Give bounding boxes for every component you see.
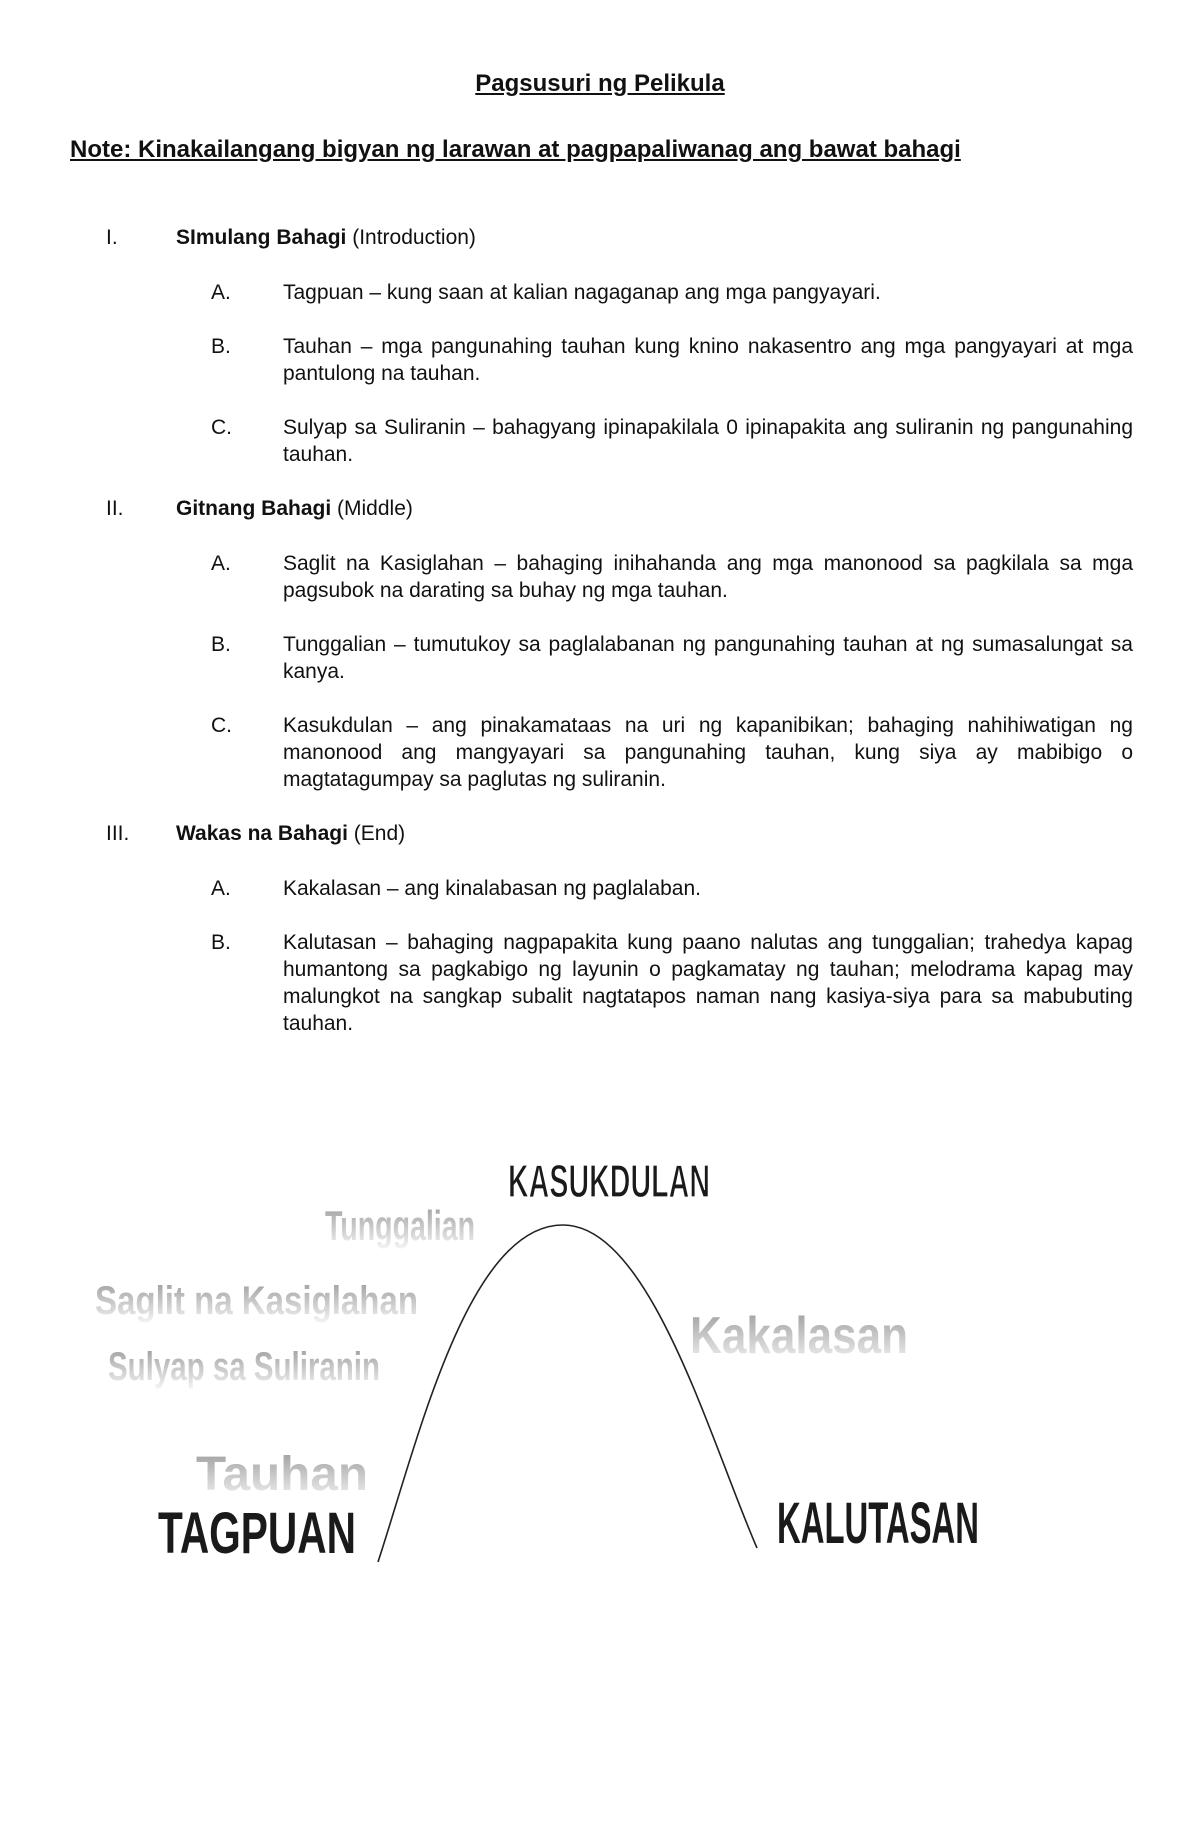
label-sulyap-sa-suliranin: Sulyap sa Suliranin (108, 1345, 380, 1389)
section-numeral: II. (106, 497, 124, 520)
section-subtitle: (Middle) (337, 497, 413, 520)
item-letter: B. (211, 931, 231, 954)
label-tagpuan: TAGPUAN (158, 1501, 356, 1566)
label-saglit-na-kasiglahan: Saglit na Kasiglahan (95, 1279, 418, 1323)
section-numeral: III. (106, 822, 130, 845)
item-text: Kasukdulan – ang pinakamataas na uri ng kapanibikan; bahaging nahihiwatigan ng manonood ang mangyayari sa pangunahing tauhan, kung siya ay mabibigo o magtatagumpay sa paglutas ng suliranin. (283, 714, 1133, 791)
item-text: Saglit na Kasiglahan – bahaging inihahanda ang mga manonood sa pagkilala sa mga pagsubok na darating sa buhay ng mga tauhan. (283, 552, 1133, 602)
item-letter: B. (211, 335, 231, 358)
item-text: Kakalasan – ang kinalabasan ng paglalaban. (283, 877, 702, 900)
section-title: Wakas na Bahagi (176, 822, 348, 845)
plot-arc (378, 1225, 757, 1562)
item-text: Sulyap sa Suliranin – bahagyang ipinapakilala 0 ipinapakita ang suliranin ng pangunahing tauhan. (283, 416, 1133, 466)
item-letter: A. (211, 877, 231, 900)
label-tauhan: Tauhan (196, 1448, 368, 1501)
label-kasukdulan: KASUKDULAN (508, 1155, 710, 1207)
item-letter: C. (211, 714, 232, 737)
document-title: Pagsusuri ng Pelikula (475, 70, 725, 97)
section-title: Gitnang Bahagi (176, 497, 332, 520)
item-letter: A. (211, 281, 231, 304)
item-letter: A. (211, 552, 231, 575)
label-kalutasan: KALUTASAN (777, 1491, 979, 1556)
section-title: SImulang Bahagi (176, 226, 347, 249)
item-text: Tunggalian – tumutukoy sa paglalabanan ng pangunahing tauhan at ng sumasalungat sa kanya. (283, 633, 1133, 683)
section-subtitle: (Introduction) (352, 226, 476, 249)
item-letter: B. (211, 633, 231, 656)
document-note: Note: Kinakailangang bigyan ng larawan at pagpapaliwanag ang bawat bahagi (70, 136, 961, 163)
item-text: Tauhan – mga pangunahing tauhan kung knino nakasentro ang mga pangyayari at mga pantulong na tauhan. (283, 335, 1133, 385)
label-kakalasan: Kakalasan (690, 1307, 908, 1365)
item-text: Kalutasan – bahaging nagpapakita kung paano nalutas ang tunggalian; trahedya kapag humantong sa pagkabigo ng layunin o pagkamatay ng tauhan; melodrama kapag may malungkot na sangkap subalit nagtatapos naman nang kasiya-siya para sa mabubuting tauhan. (283, 931, 1133, 1035)
section-subtitle: (End) (353, 822, 406, 845)
item-letter: C. (211, 416, 232, 439)
label-tunggalian: Tunggalian (325, 1202, 475, 1249)
section-numeral: I. (106, 226, 118, 249)
item-text: Tagpuan – kung saan at kalian nagaganap ang mga pangyayari. (283, 281, 881, 304)
